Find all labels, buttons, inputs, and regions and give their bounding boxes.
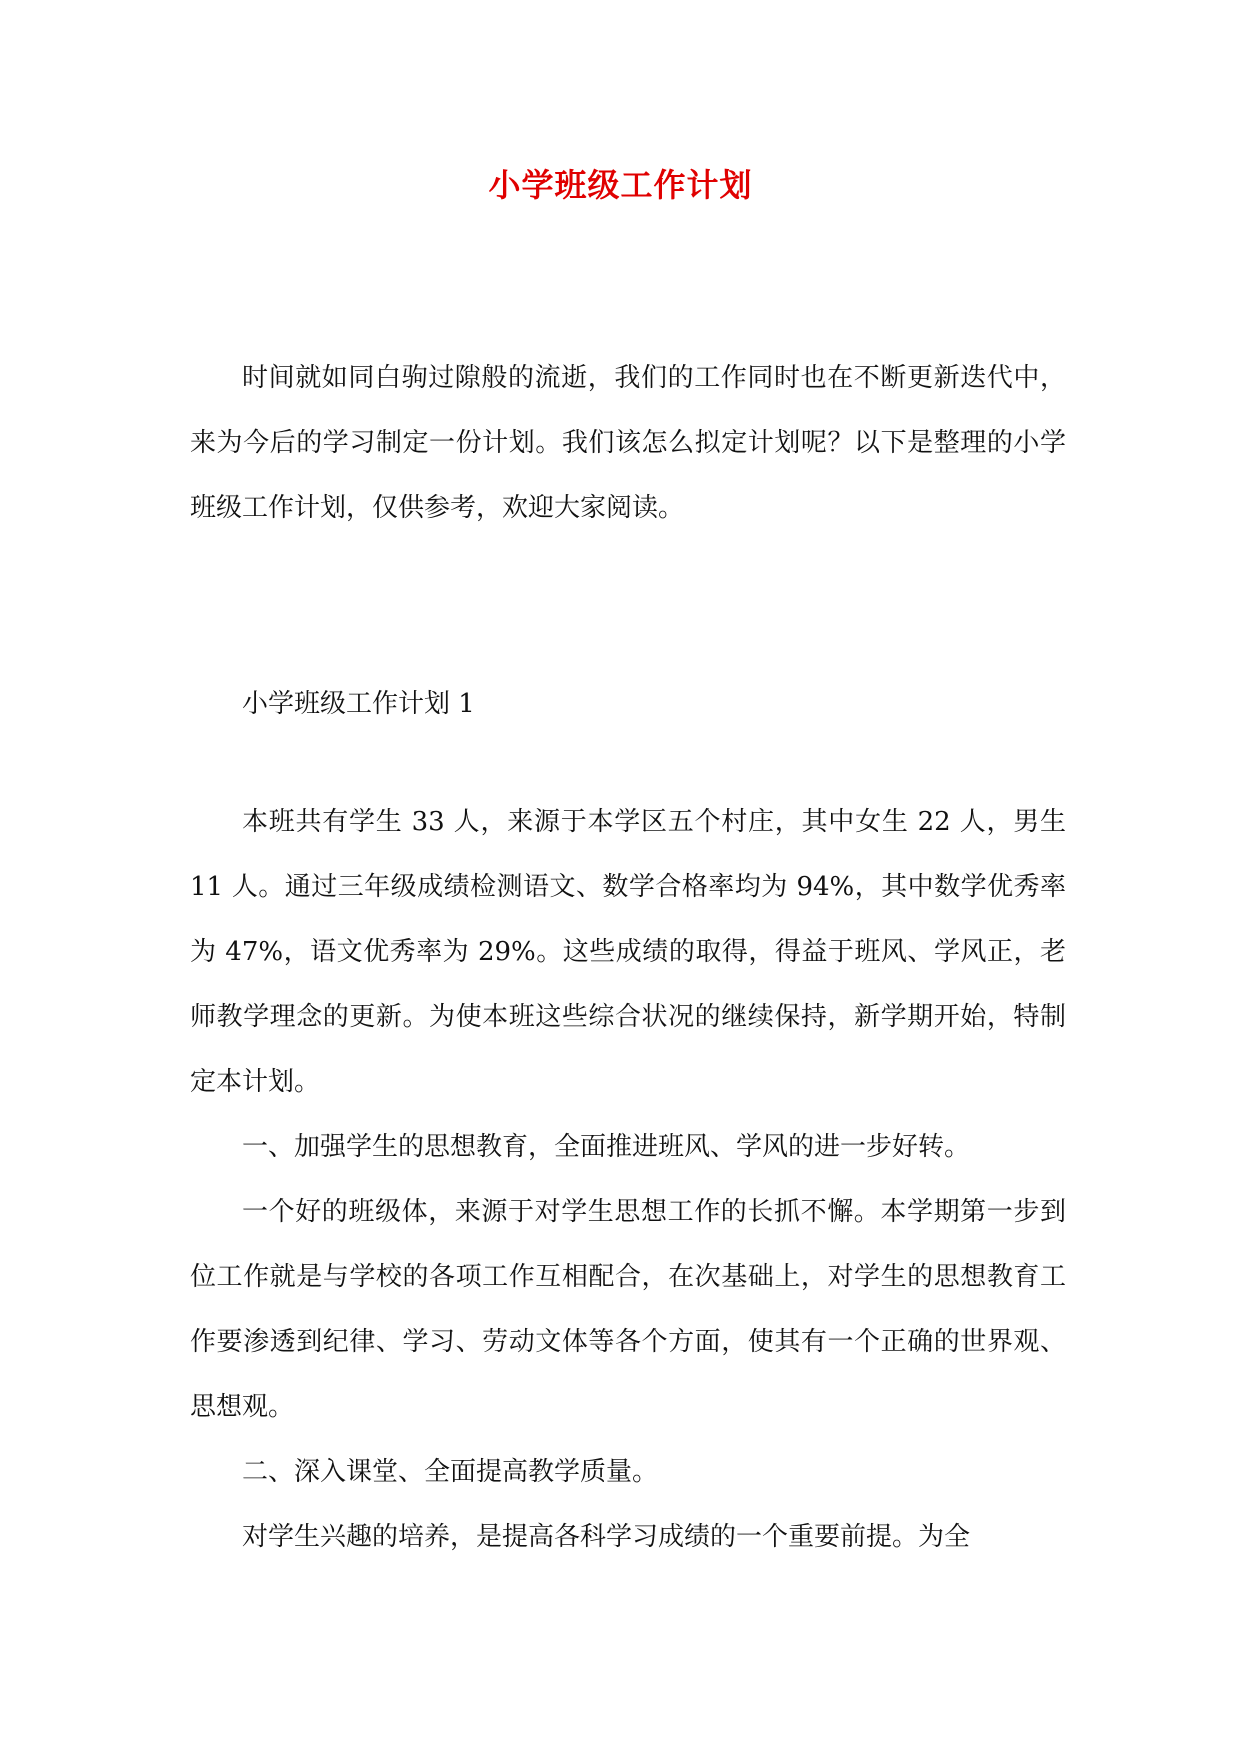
section-body [190, 790, 1066, 1570]
section-heading: 小学班级工作计划 1 [242, 689, 475, 719]
document-title: 小学班级工作计划 [488, 166, 753, 204]
body-paragraph-1: 本班共有学生 33 人，来源于本学区五个村庄，其中女生 22 人，男生 11 人。通过三年级成绩检测语文、数学合格率均为 94%，其中数学优秀率为 47%，语文优秀率为 29%。这些成绩的取得，得益于班风、学风正，老师教学理念的更新。为使本班这些综合状况的继续保持，新学期开始，特制定本计划。 [190, 807, 1066, 1097]
intro-paragraph: 时间就如同白驹过隙般的流逝，我们的工作同时也在不断更新迭代中，来为今后的学习制定一份计划。我们该怎么拟定计划呢？以下是整理的小学班级工作计划，仅供参考，欢迎大家阅读。 [190, 363, 1066, 523]
body-paragraph-5: 对学生兴趣的培养，是提高各科学习成绩的一个重要前提。为全 [242, 1522, 971, 1552]
body-paragraph-4: 二、深入课堂、全面提高教学质量。 [242, 1457, 659, 1487]
body-paragraph-2: 一、加强学生的思想教育，全面推进班风、学风的进一步好转。 [242, 1132, 971, 1162]
body-paragraph-3: 一个好的班级体，来源于对学生思想工作的长抓不懈。本学期第一步到位工作就是与学校的各项工作互相配合，在次基础上，对学生的思想教育工作要渗透到纪律、学习、劳动文体等各个方面，使其有一个正确的世界观、思想观。 [190, 1197, 1066, 1422]
